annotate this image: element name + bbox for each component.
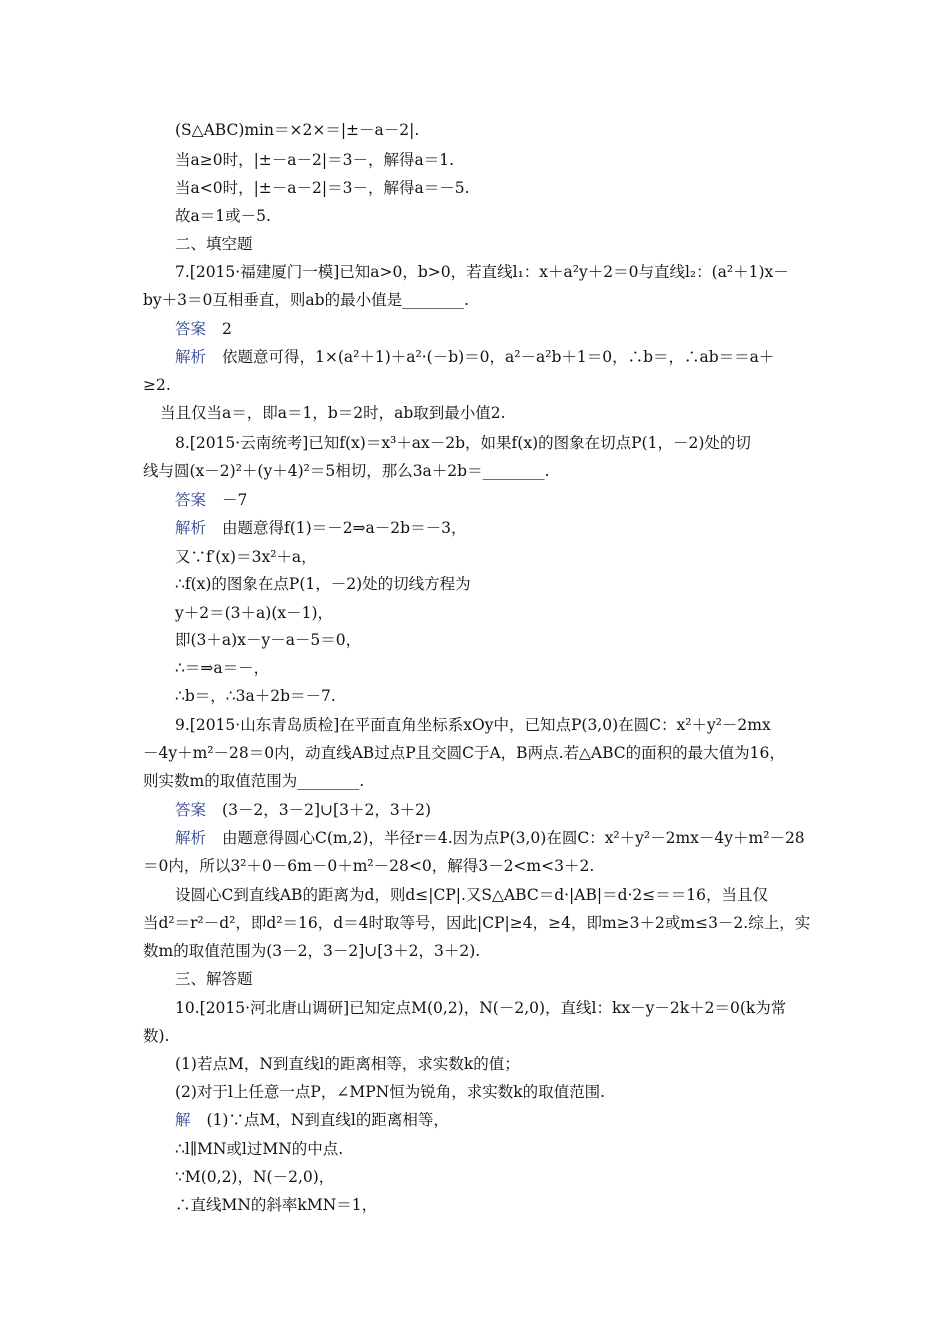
text-line: ＝0内，所以3²＋0－6m－0＋m²－28<0，解得3－2<m<3＋2. <box>143 857 595 875</box>
analysis-text: 由题意得圆心C(m,2)，半径r＝4.因为点P(3,0)在圆C：x²＋y²－2mx－4y＋m²－28 <box>222 829 805 847</box>
text-line: 即(3＋a)x－y－a－5＝0， <box>175 631 362 649</box>
solution-text: (1)∵点M，N到直线l的距离相等， <box>206 1111 449 1129</box>
text-line: ∴直线MN的斜率kMN＝1， <box>175 1196 378 1214</box>
text-line: 又∵f′(x)＝3x²＋a， <box>175 548 317 566</box>
text-line: －4y＋m²－28＝0内，动直线AB过点P且交圆C于A，B两点.若△ABC的面积的最大值为16， <box>143 744 785 762</box>
answer-value: －7 <box>222 491 248 509</box>
answer-value: 2 <box>222 320 232 338</box>
question-7: 7.[2015·福建厦门一模]已知a>0，b>0，若直线l₁：x＋a²y＋2＝0与直线l₂：(a²＋1)x－ <box>175 263 789 281</box>
text-line: y＋2＝(3＋a)(x－1)， <box>175 604 334 622</box>
solution-line <box>175 1110 449 1130</box>
text-line: 设圆心C到直线AB的距离为d，则d≤|CP|.又S△ABC＝d·|AB|＝d·2≤＝＝16，当且仅 <box>175 886 769 904</box>
text-line: 当a≥0时，|±－a－2|＝3－，解得a＝1. <box>175 151 455 169</box>
text-line: ∴f(x)的图象在点P(1，－2)处的切线方程为 <box>175 575 471 593</box>
sub-question-2: (2)对于l上任意一点P，∠MPN恒为锐角，求实数k的取值范围. <box>175 1083 606 1101</box>
question-8: 8.[2015·云南统考]已知f(x)＝x³＋ax－2b，如果f(x)的图象在切点P(1，－2)处的切 <box>175 434 751 452</box>
section-heading: 三、解答题 <box>175 970 253 988</box>
text-line: by＋3＝0互相垂直，则ab的最小值是________. <box>143 291 469 309</box>
answer-label: 答案 <box>175 801 207 819</box>
text-line: 故a＝1或－5. <box>175 207 271 225</box>
text-line: 则实数m的取值范围为________. <box>143 772 365 790</box>
text-line: 当且仅当a＝，即a＝1，b＝2时，ab取到最小值2. <box>160 404 506 422</box>
answer-value: (3－2，3－2]∪[3＋2，3＋2) <box>222 801 432 819</box>
text-line: ≥2. <box>143 376 171 394</box>
question-9: 9.[2015·山东青岛质检]在平面直角坐标系xOy中，已知点P(3,0)在圆C：x²＋y²－2mx <box>175 716 771 734</box>
text-line: ∴b＝，∴3a＋2b＝－7. <box>175 687 336 705</box>
solution-label: 解 <box>175 1111 191 1129</box>
answer-label: 答案 <box>175 320 207 338</box>
text-line: ∴l∥MN或l过MN的中点. <box>175 1140 344 1158</box>
analysis-line <box>175 828 805 848</box>
analysis-text: 依题意可得，1×(a²＋1)＋a²·(－b)＝0，a²－a²b＋1＝0，∴b＝，∴ab＝＝a＋ <box>222 348 775 366</box>
answer-line <box>175 490 247 510</box>
section-heading: 二、填空题 <box>175 235 253 253</box>
text-line: (S△ABC)min＝×2×＝|±－a－2|. <box>175 121 420 139</box>
analysis-label: 解析 <box>175 829 207 847</box>
sub-question-1: (1)若点M，N到直线l的距离相等，求实数k的值； <box>175 1055 520 1073</box>
analysis-label: 解析 <box>175 348 207 366</box>
text-line: 数). <box>143 1027 170 1045</box>
answer-label: 答案 <box>175 491 207 509</box>
answer-line <box>175 800 431 820</box>
text-line: ∴＝⇒a＝－， <box>175 659 270 677</box>
text-line: 当a<0时，|±－a－2|＝3－，解得a＝－5. <box>175 179 470 197</box>
text-line: 数m的取值范围为(3－2，3－2]∪[3＋2，3＋2). <box>143 942 481 960</box>
answer-line <box>175 319 232 339</box>
analysis-line <box>175 347 774 367</box>
text-line: 线与圆(x－2)²＋(y＋4)²＝5相切，那么3a＋2b＝________. <box>143 462 550 480</box>
analysis-text: 由题意得f(1)＝－2⇒a－2b＝－3， <box>222 519 467 537</box>
text-line: 当d²＝r²－d²，即d²＝16，d＝4时取等号，因此|CP|≥4，≥4，即m≥3＋2或m≤3－2.综上，实 <box>143 914 811 932</box>
text-line: ∵M(0,2)，N(－2,0)， <box>175 1168 335 1186</box>
question-10: 10.[2015·河北唐山调研]已知定点M(0,2)，N(－2,0)，直线l：kx－y－2k＋2＝0(k为常 <box>175 999 787 1017</box>
analysis-line <box>175 518 466 538</box>
analysis-label: 解析 <box>175 519 207 537</box>
